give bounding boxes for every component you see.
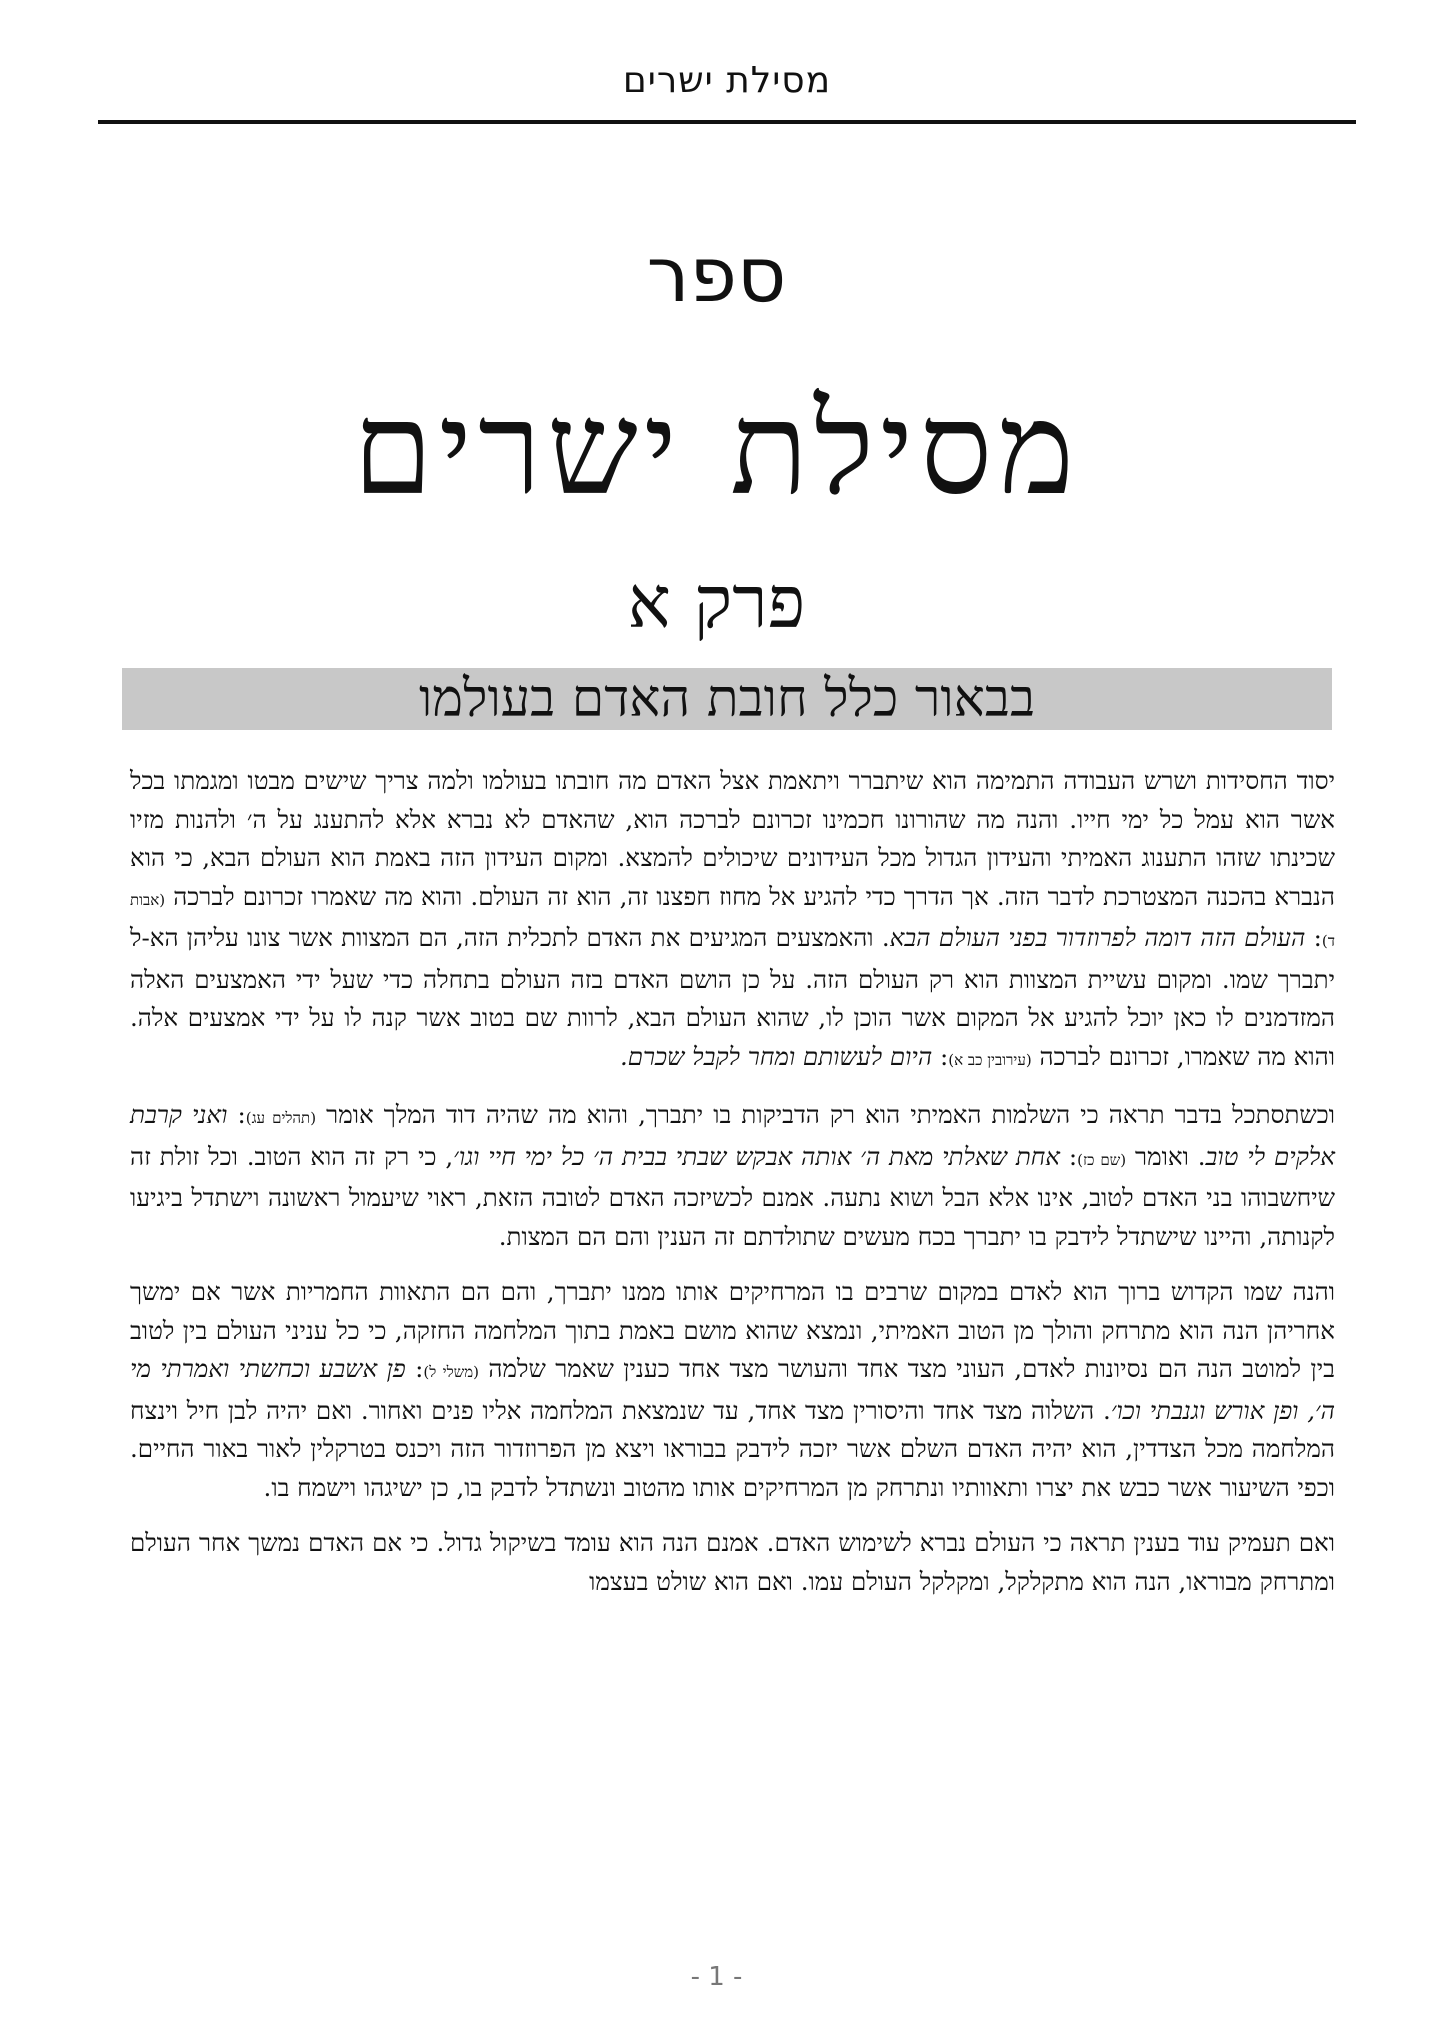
quotation: אחת שאלתי מאת ה׳ אותה אבקש שבתי בבית ה׳ כל ימי חיי וגו׳: [453, 1141, 1060, 1171]
chapter-number: פרק א: [627, 560, 806, 644]
citation: (שם כז): [1077, 1150, 1127, 1169]
quotation: ואני קרבת אלקים לי טוב: [130, 1100, 1335, 1171]
quotation: פן אשבע וכחשתי ואמרתי מי ה׳, ופן אורש וגנבתי וכו׳: [130, 1354, 1335, 1425]
book-title: מסילת ישרים: [352, 375, 1081, 524]
header-rule: [98, 120, 1356, 124]
book-label: ספר: [646, 230, 787, 319]
quotation: היום לעשותם ומחר לקבל שכרם.: [619, 1041, 933, 1071]
paragraph-3: והנה שמו הקדוש ברוך הוא לאדם במקום שרבים בו המרחיקים אותו ממנו יתברך, והם הם התאוות החמריות אשר אם ימשך אחריהן הנה הוא מתרחק והולך מן הטוב האמיתי, ונמצא שהוא מושם באמת בתוך המלחמה החזקה, כי כל עניני העולם בין לטוב בין למוטב הנה הם נסיונות לאדם, העוני מצד אחד והעושר מצד אחד כענין שאמר שלמה (משלי ל): פן אשבע וכחשתי ואמרתי מי ה׳, ופן אורש וגנבתי וכו׳. השלוה מצד אחד והיסורין מצד אחד, עד שנמצאת המלחמה אליו פנים ואחור. ואם יהיה לבן חיל וינצח המלחמה מכל הצדדין, הוא יהיה האדם השלם אשר יזכה לידבק בבוראו ויצא מן הפרוזדור הזה ויכנס בטרקלין לאור באור החיים. וכפי השיעור אשר כבש את יצרו ותאוותיו ונתרחק מן המרחיקים אותו מהטוב ונשתדל לדבק בו, כן ישיגהו וישמח בו.: [130, 1277, 1335, 1502]
citation: (עירובין כב א): [948, 1050, 1032, 1069]
running-header: מסילת ישרים: [622, 60, 832, 101]
chapter-heading: בבאור כלל חובת האדם בעולמו: [122, 668, 1332, 730]
paragraph-2: וכשתסתכל בדבר תראה כי השלמות האמיתי הוא רק הדביקות בו יתברך, והוא מה שהיה דוד המלך אומר (תהלים עג): ואני קרבת אלקים לי טוב. ואומר (שם כז): אחת שאלתי מאת ה׳ אותה אבקש שבתי בבית ה׳ כל ימי חיי וגו׳, כי רק זה הוא הטוב. וכל זולת זה שיחשבוהו בני האדם לטוב, אינו אלא הבל ושוא נתעה. אמנם לכשיזכה האדם לטובה הזאת, ראוי שיעמול ראשונה וישתדל ביגיעו לקנותה, והיינו שישתדל לידבק בו יתברך בכח מעשים שתולדתם זה הענין והם הם המצות.: [130, 1100, 1336, 1251]
paragraph-4: ואם תעמיק עוד בענין תראה כי העולם נברא לשימוש האדם. אמנם הנה הוא עומד בשיקול גדול. כי אם האדם נמשך אחר העולם ומתרחק מבוראו, הנה הוא מתקלקל, ומקלקל העולם עמו. ואם הוא שולט בעצמו: [130, 1528, 1335, 1596]
citation: (תהלים עג): [245, 1109, 317, 1127]
body-text: [130, 762, 1335, 1601]
citation: (משלי ל): [423, 1363, 479, 1381]
quotation: העולם הזה דומה לפרוזדור בפני העולם הבא: [889, 923, 1306, 952]
paragraph-1: יסוד החסידות ושרש העבודה התמימה הוא שיתברר ויתאמת אצל האדם מה חובתו בעולמו ולמה צריך שישים מבטו ומגמתו בכל אשר הוא עמל כל ימי חייו. והנה מה שהורונו חכמינו זכרונם לברכה הוא, שהאדם לא נברא אלא להתענג על ה׳ ולהנות מזיו שכינתו שזהו התענוג האמיתי והעידון הגדול מכל העידונים שיכולים להמצא. ומקום העידון הזה באמת הוא העולם הבא, כי הוא הנברא בהכנה המצטרכת לדבר הזה. אך הדרך כדי להגיע אל מחוז חפצנו זה, הוא זה העולם. והוא מה שאמרו זכרונם לברכה (אבות ד): העולם הזה דומה לפרוזדור בפני העולם הבא. והאמצעים המגיעים את האדם לתכלית הזה, הם המצוות אשר צונו עליהן הא-ל יתברך שמו. ומקום עשיית המצוות הוא רק העולם הזה. על כן הושם האדם בזה העולם בתחלה כדי שעל ידי האמצעים האלה המזדמנים לו כאן יוכל להגיע אל המקום אשר הוכן לו, שהוא העולם הבא, לרוות שם בטוב אשר קנה לו על ידי אמצעים אלה. והוא מה שאמרו, זכרונם לברכה (עירובין כב א): היום לעשותם ומחר לקבל שכרם.: [130, 766, 1336, 1071]
citation: (אבות ד): [130, 890, 1335, 950]
page-number: - 1 -: [690, 1962, 743, 1992]
